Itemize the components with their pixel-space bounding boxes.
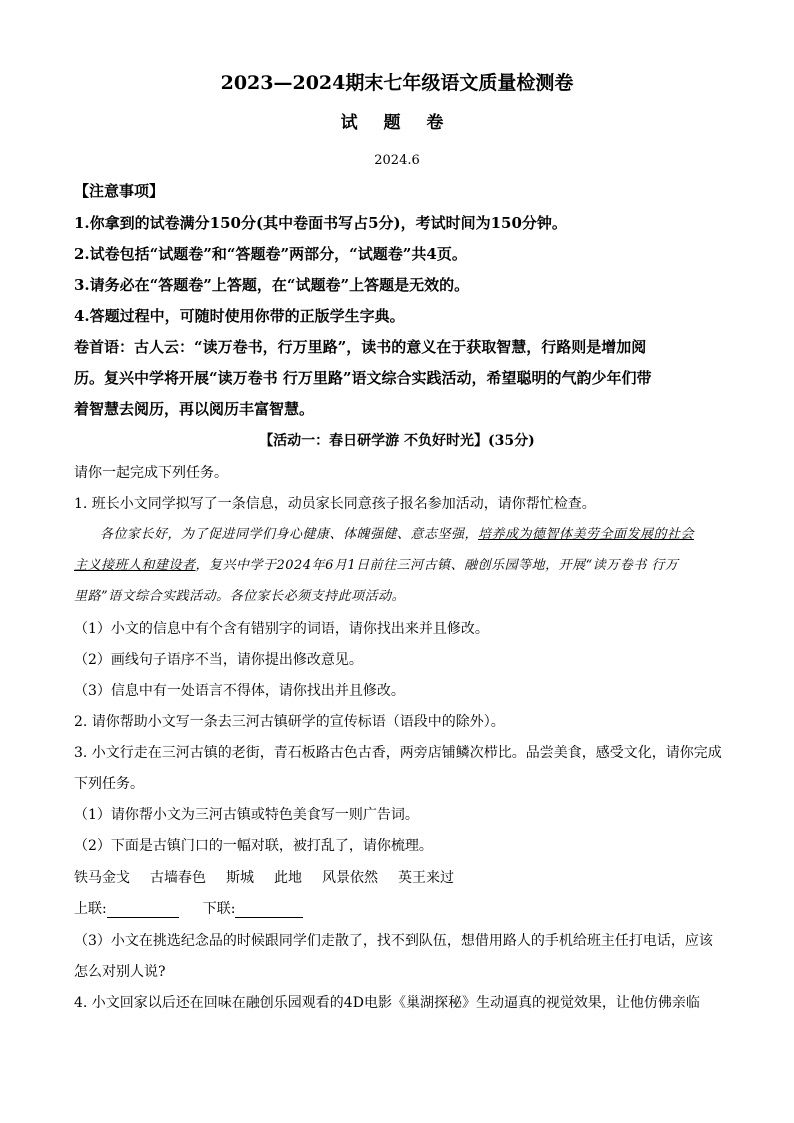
question-3-line-2: 下列任务。 bbox=[74, 776, 144, 792]
exam-subtitle: 试 题 卷 bbox=[340, 113, 454, 133]
upper-couplet-blank[interactable] bbox=[107, 903, 179, 918]
notice-line-3: 里路”语文综合实践活动。各位家长必须支持此项活动。 bbox=[74, 589, 406, 604]
question-3-3-line-2: 怎么对别人说? bbox=[74, 964, 166, 980]
question-1: 1. 班长小文同学拟写了一条信息，动员家长同意孩子报名参加活动，请你帮忙检查。 bbox=[74, 496, 596, 512]
question-1-2: （2）画线句子语序不当，请你提出修改意见。 bbox=[74, 652, 363, 668]
preface-line-1: 卷首语：古人云：“读万卷书，行万里路”，读书的意义在于获取智慧，行路则是增加阅 bbox=[74, 338, 647, 356]
couplet-word: 英王来过 bbox=[398, 870, 454, 886]
couplet-word: 斯城 bbox=[226, 870, 254, 886]
question-3-1: （1）请你帮小文为三河古镇或特色美食写一则广告词。 bbox=[74, 807, 419, 823]
question-2: 2. 请你帮助小文写一条去三河古镇研学的宣传标语（语段中的除外）。 bbox=[74, 714, 505, 730]
question-1-3: （3）信息中有一处语言不得体，请你找出并且修改。 bbox=[74, 683, 405, 699]
question-1-1: （1）小文的信息中有个含有错别字的词语，请你找出来并且修改。 bbox=[74, 621, 489, 637]
couplet-word: 风景依然 bbox=[322, 870, 378, 886]
section-intro: 请你一起完成下列任务。 bbox=[74, 465, 228, 481]
preface-line-2: 历。复兴中学将开展“读万卷书 行万里路”语文综合实践活动，希望聪明的气韵少年们带 bbox=[74, 369, 652, 387]
note-item-3: 3.请务必在“答题卷”上答题，在“试题卷”上答题是无效的。 bbox=[74, 276, 470, 294]
couplet-word: 此地 bbox=[274, 870, 302, 886]
couplet-words bbox=[74, 869, 474, 887]
couplet-answer-row bbox=[74, 900, 303, 918]
note-item-2: 2.试卷包括“试题卷”和“答题卷”两部分，“试题卷”共4页。 bbox=[74, 245, 467, 263]
lower-couplet-blank[interactable] bbox=[235, 903, 303, 918]
exam-date: 2024.6 bbox=[374, 153, 420, 168]
upper-couplet-label: 上联: bbox=[74, 901, 107, 917]
note-item-1: 1.你拿到的试卷满分150分(其中卷面书写占5分)，考试时间为150分钟。 bbox=[74, 214, 567, 232]
section-heading: 【活动一：春日研学游 不负好时光】(35分) bbox=[259, 433, 535, 449]
underlined-sentence-part-2: 主义接班人和建设者 bbox=[74, 558, 196, 573]
underlined-sentence-part-1: 培养成为德智体美劳全面发展的社会 bbox=[478, 527, 695, 542]
lower-couplet-label: 下联: bbox=[202, 901, 236, 917]
notice-line-2: 主义接班人和建设者，复兴中学于2024年6月1日前往三河古镇、融创乐园等地，开展“读万卷书 行万 bbox=[74, 558, 679, 573]
question-4: 4. 小文回家以后还在回味在融创乐园观看的4D电影《巢湖探秘》生动逼真的视觉效果，让他仿佛亲临 bbox=[74, 995, 700, 1011]
question-3-3-line-1: （3）小文在挑选纪念品的时候跟同学们走散了，找不到队伍，想借用路人的手机给班主任打电话，应该 bbox=[74, 933, 713, 949]
couplet-word: 铁马金戈 bbox=[74, 870, 130, 886]
note-item-4: 4.答题过程中，可随时使用你带的正版学生字典。 bbox=[74, 307, 405, 325]
notes-heading: 【注意事项】 bbox=[74, 182, 165, 200]
question-3-line-1: 3. 小文行走在三河古镇的老街，青石板路古色古香，两旁店铺鳞次栉比。品尝美食，感受文化，请你完成 bbox=[74, 745, 722, 761]
exam-title: 2023—2024期末七年级语文质量检测卷 bbox=[220, 72, 574, 94]
preface-line-3: 着智慧去阅历，再以阅历丰富智慧。 bbox=[74, 400, 315, 418]
couplet-word: 古墙春色 bbox=[150, 870, 206, 886]
notice-line-1: 各位家长好，为了促进同学们身心健康、体魄强健、意志坚强，培养成为德智体美劳全面发展的社会 bbox=[100, 527, 695, 542]
question-3-2: （2）下面是古镇门口的一幅对联，被打乱了，请你梳理。 bbox=[74, 838, 433, 854]
